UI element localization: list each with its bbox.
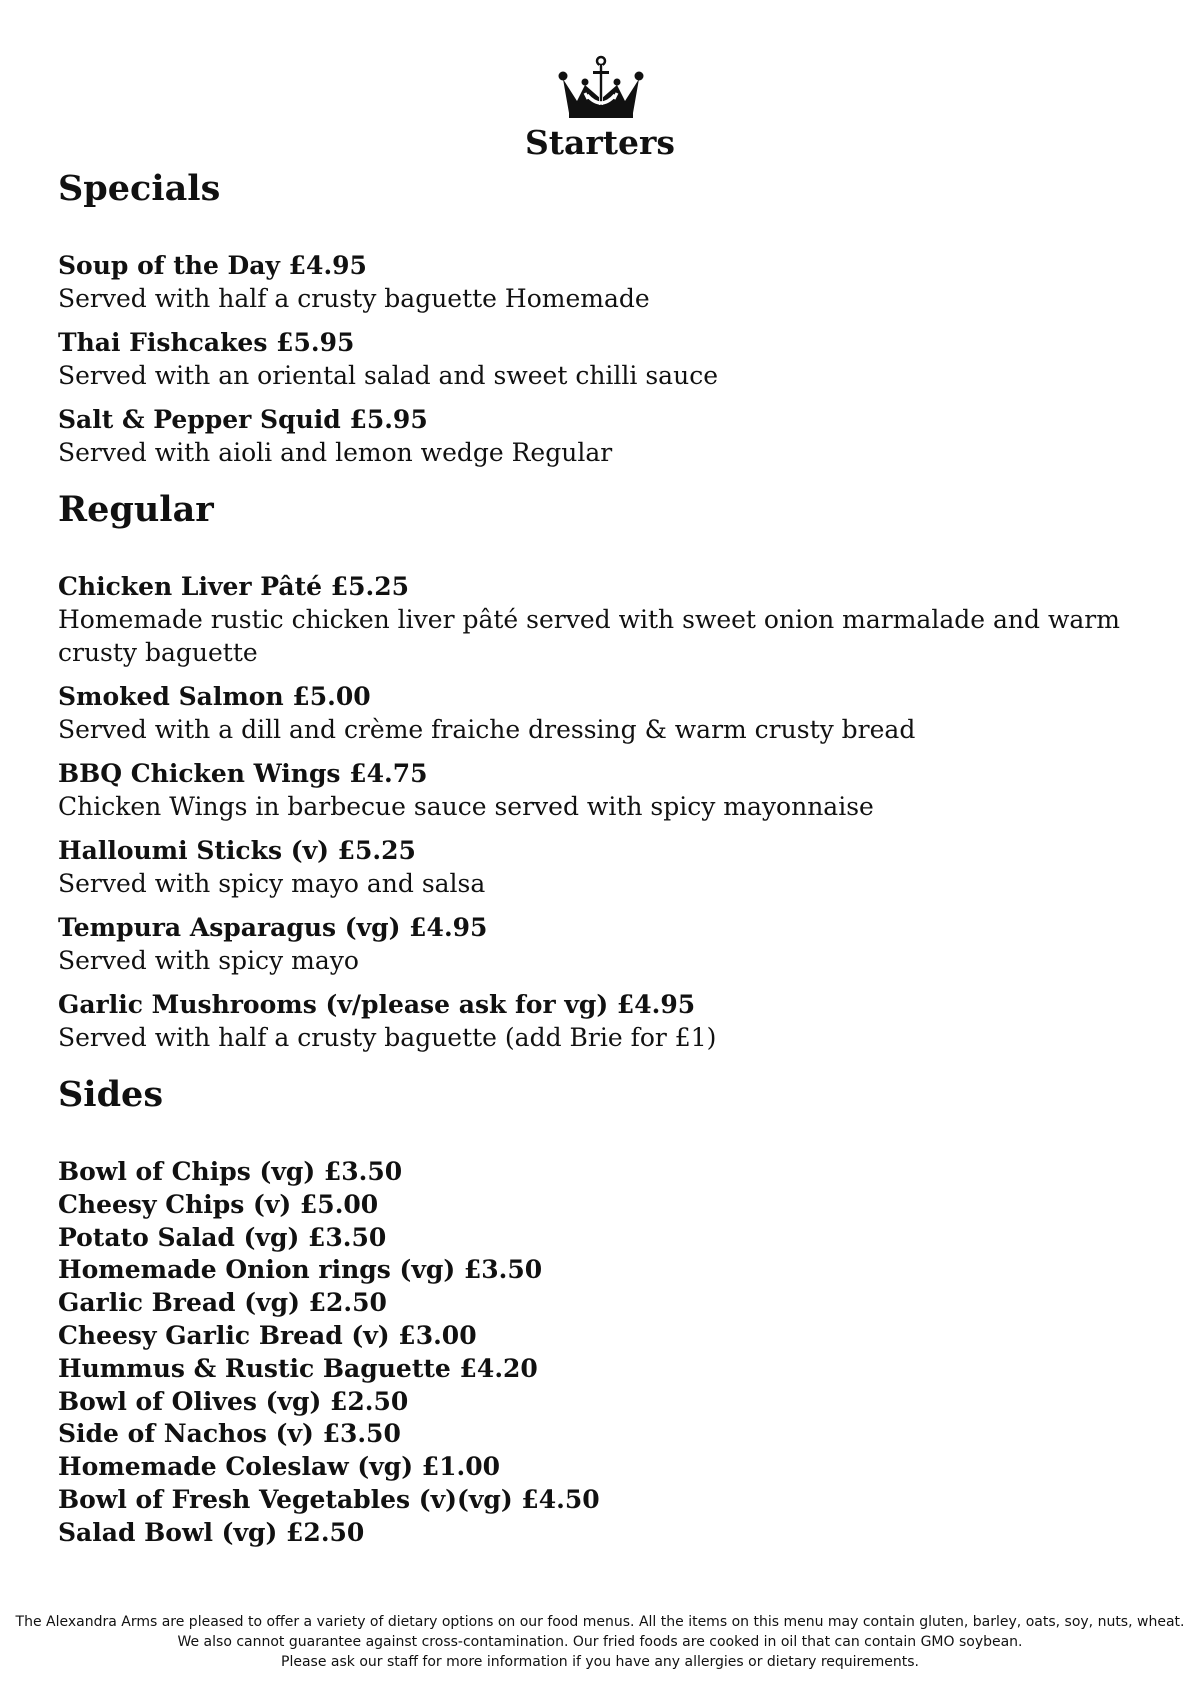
- menu-item-name: Halloumi Sticks (v) £5.25: [58, 836, 416, 865]
- menu-item-description: Served with an oriental salad and sweet chilli sauce: [58, 361, 718, 390]
- menu-item: [58, 571, 1158, 669]
- menu-item: [58, 250, 1158, 315]
- side-item: Cheesy Chips (v) £5.00: [58, 1189, 379, 1219]
- side-item: Cheesy Garlic Bread (v) £3.00: [58, 1320, 477, 1350]
- menu-item-description: Served with half a crusty baguette (add Brie for £1): [58, 1023, 717, 1052]
- sides-heading: Sides: [58, 1074, 164, 1115]
- side-item: Hummus & Rustic Baguette £4.20: [58, 1353, 538, 1383]
- menu-item-description: Served with half a crusty baguette Homemade: [58, 284, 650, 313]
- menu-item-name: Garlic Mushrooms (v/please ask for vg) £4.95: [58, 990, 696, 1019]
- side-item: Side of Nachos (v) £3.50: [58, 1419, 401, 1449]
- regular-section: [58, 487, 1158, 1054]
- sides-list: [58, 1156, 1158, 1550]
- side-item: Potato Salad (vg) £3.50: [58, 1222, 387, 1252]
- menu-item-description: Chicken Wings in barbecue sauce served with spicy mayonnaise: [58, 792, 874, 821]
- specials-section: [58, 166, 1158, 469]
- menu-item-name: Tempura Asparagus (vg) £4.95: [58, 913, 488, 942]
- menu-item-name: Soup of the Day £4.95: [58, 251, 367, 280]
- side-item: Bowl of Chips (vg) £3.50: [58, 1157, 403, 1186]
- regular-list: [58, 571, 1158, 1054]
- menu-item-description: Homemade rustic chicken liver pâté served with sweet onion marmalade and warm crusty baguette: [58, 605, 1120, 667]
- menu-item: [58, 989, 1158, 1054]
- disclaimer-line: Please ask our staff for more information if you have any allergies or dietary requirements.: [281, 1654, 919, 1670]
- crown-with-anchor-icon: [555, 55, 647, 119]
- specials-heading: Specials: [58, 168, 221, 209]
- side-item: Garlic Bread (vg) £2.50: [58, 1288, 387, 1318]
- disclaimer-line: We also cannot guarantee against cross-contamination. Our fried foods are cooked in oil that can contain GMO soybean.: [177, 1634, 1023, 1650]
- menu-item-description: Served with spicy mayo and salsa: [58, 869, 486, 898]
- allergy-disclaimer: [0, 1612, 1200, 1672]
- menu-item-name: Smoked Salmon £5.00: [58, 682, 371, 711]
- side-item: Salad Bowl (vg) £2.50: [58, 1517, 365, 1547]
- menu-item-name: Salt & Pepper Squid £5.95: [58, 405, 428, 434]
- menu-content: [58, 160, 1158, 1550]
- menu-item: [58, 835, 1158, 900]
- menu-item-description: Served with spicy mayo: [58, 946, 359, 975]
- specials-list: [58, 250, 1158, 469]
- menu-item: [58, 404, 1158, 469]
- disclaimer-line: The Alexandra Arms are pleased to offer a variety of dietary options on our food menus. All the items on this menu may contain gluten, barley, oats, soy, nuts, wheat.: [15, 1614, 1185, 1630]
- side-item: Bowl of Fresh Vegetables (v)(vg) £4.50: [58, 1484, 600, 1514]
- side-item: Homemade Coleslaw (vg) £1.00: [58, 1452, 501, 1482]
- sides-section: [58, 1072, 1158, 1550]
- menu-item-name: Thai Fishcakes £5.95: [58, 328, 355, 357]
- menu-item-description: Served with aioli and lemon wedge Regular: [58, 438, 613, 467]
- menu-item: [58, 327, 1158, 392]
- page-title: Starters: [524, 123, 676, 162]
- menu-item: [58, 912, 1158, 977]
- menu-item-name: BBQ Chicken Wings £4.75: [58, 759, 428, 788]
- side-item: Bowl of Olives (vg) £2.50: [58, 1386, 409, 1416]
- menu-item: [58, 681, 1158, 746]
- menu-item-name: Chicken Liver Pâté £5.25: [58, 572, 410, 601]
- menu-item-description: Served with a dill and crème fraiche dressing & warm crusty bread: [58, 715, 916, 744]
- regular-heading: Regular: [58, 489, 214, 530]
- menu-item: [58, 758, 1158, 823]
- side-item: Homemade Onion rings (vg) £3.50: [58, 1255, 543, 1285]
